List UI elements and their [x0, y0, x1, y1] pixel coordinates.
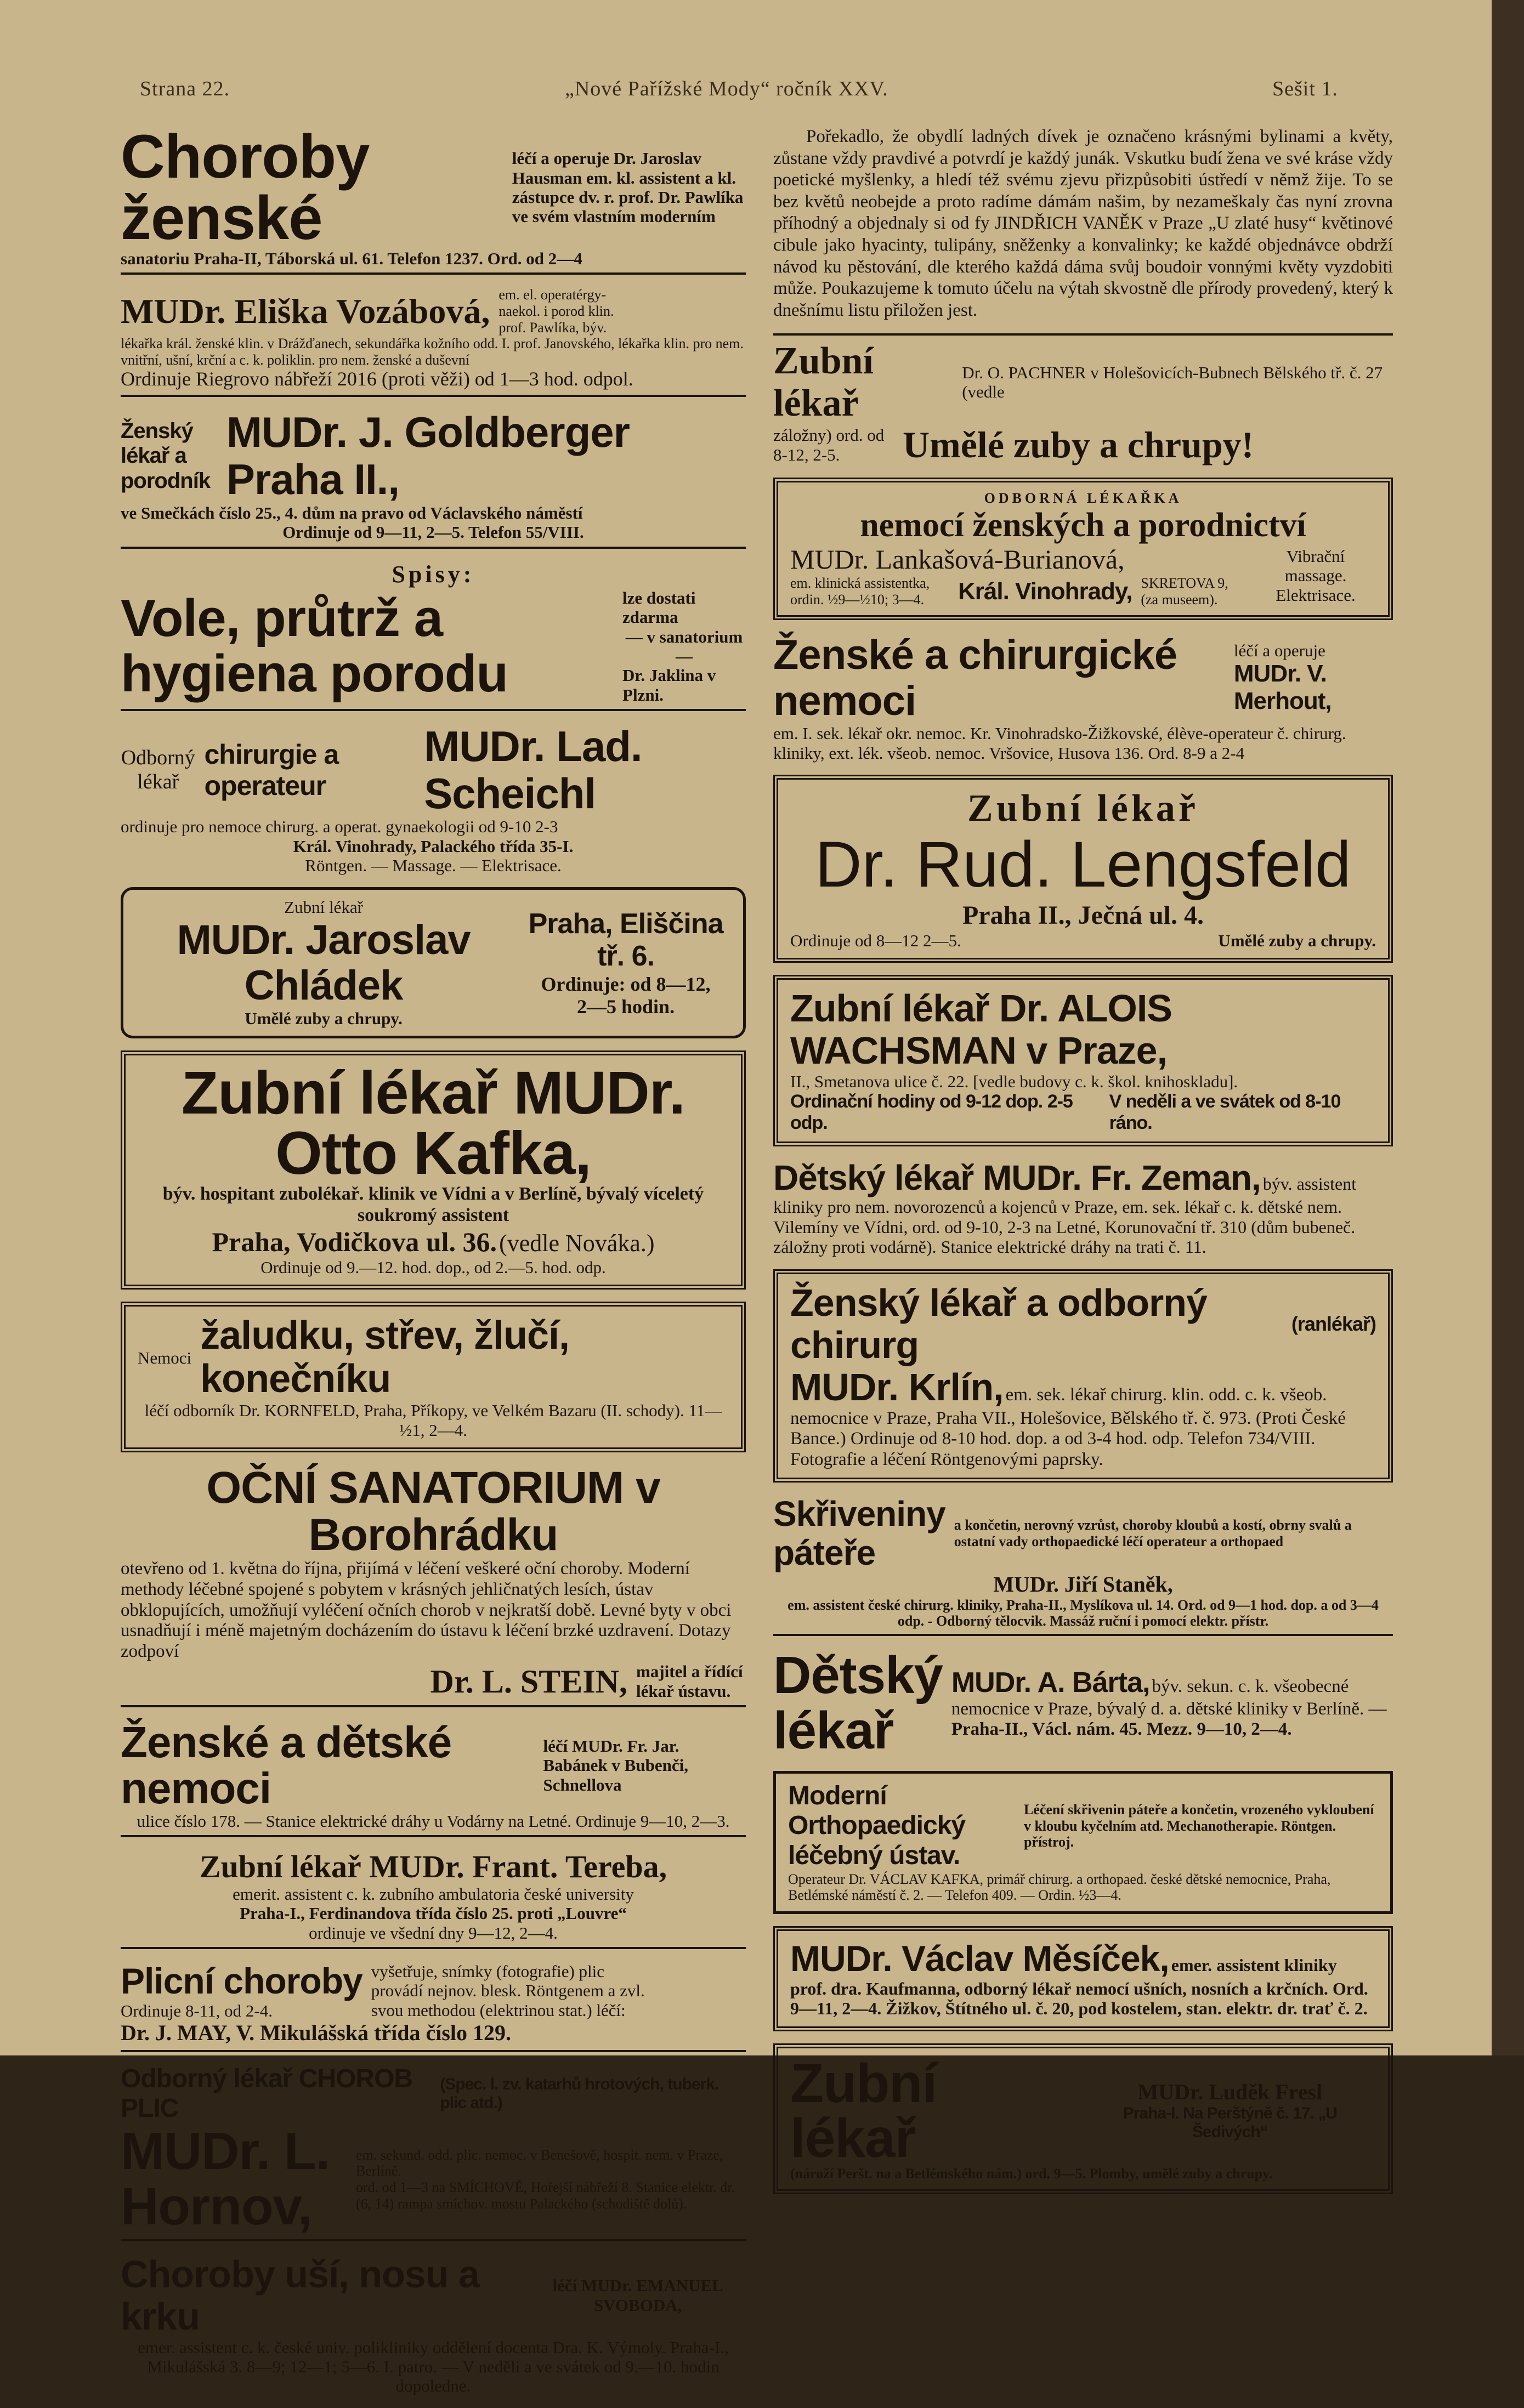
ad-headline: žaludku, střev, žlučí, konečníku	[200, 1314, 570, 1401]
ad-name: MUDr. Jaroslav Chládek	[177, 916, 471, 1009]
right-column	[773, 126, 1393, 2206]
ad-side-text: vyšetřuje, snímky (fotografie) plic provádí nejnov. blesk. Röntgenem a zvl. svou methodou (elektrinou stat.) léčí:	[371, 1962, 645, 2020]
ad-kafka	[121, 1050, 746, 1290]
ad-side-2: — v sanatorium —	[625, 627, 743, 666]
ad-text: záložny) ord. od 8-12, 2-5.	[773, 425, 885, 464]
ad-name: MUDr. J. Goldberger Praha II.,	[226, 408, 630, 504]
ad-text: léčí odborník Dr. KORNFELD, Praha, Příkopy, ve Velkém Bazaru (II. schody). 11—½1, 2—4.	[144, 1401, 722, 1440]
ad-text: lékařka král. ženské klin. v Drážďanech, sekundářka kožního odd. I. prof. Janovského, lékařka klin. pro nem. vnitřní, ušní, krční a c. k. poliklin. pro nem. ženské a duševní	[121, 336, 744, 368]
article-vanek: Pořekadlo, že obydlí ladných dívek je označeno krásnými bylinami a květy, zůstane vždy pravdivé a potvrdí je každý junák. Vskutku budí žena ve své kráse vždy poetické myšlenky, a hledí též svému zjevu přizpůsobiti ústředí v němž žije. To se bez květů neobejde a proto radíme dámám našim, by nezameškaly čas nyní zrovna příhodný a objednaly si od fy JINDŘICH VANĚK v Praze „U zlaté husy“ květinové cibule jako hyacinty, tulipány, sněženky a konvalinky; ke každé objednávce obdrží návod ku pěstování, dle kterého každá dáma svůj boudoir vonnými květy vyzdobiti může. Poukazujeme k tomuto účelu na výtah skvostně dle přírody provedený, který k dnešnímu listu přiložen jest.	[773, 127, 1393, 320]
ad-title: Zubní lékař	[967, 787, 1199, 830]
ad-subtitle: Umělé zuby a chrupy.	[245, 1008, 403, 1028]
ad-side-text: em. el. operatérgy-naekol. i porod klin. prof. Pawlíka, býv.	[498, 287, 614, 336]
ad-headline: Ženské a chirurgické nemoci	[773, 632, 1177, 724]
ad-svoboda	[121, 2253, 746, 2396]
ad-merhout	[773, 632, 1393, 763]
ad-kafka-vaclav	[773, 1771, 1393, 1914]
ad-title: Ženský lékař a porodník	[121, 418, 211, 493]
ad-headline: OČNÍ SANATORIUM v Borohrádku	[206, 1463, 660, 1560]
ad-mesicek	[773, 1926, 1393, 2031]
ad-side-text: majitel a řídící lékař ústavu.	[636, 1662, 743, 1701]
ad-text: léčí a operuje Dr. Jaroslav Hausman em. kl. assistent a kl. zástupce dv. r. prof. Dr. Pawlíka ve svém vlastním moderním	[512, 149, 744, 226]
ad-text: em. sek. lékař chirurg. klin. odd. c. k. všeob. nemocnice v Praze, Praha VII., Holešovice, Bělského tř. č. 973. (Proti České Bance.) Ordinuje od 8-10 hod. dop. a od 3-4 hod. odp. Telefon 734/VIII. Fotografie a léčení Röntgenovými paprsky.	[790, 1384, 1346, 1469]
ad-headline: Plicní choroby	[121, 1961, 362, 2002]
ad-text-1: emerit. assistent c. k. zubního ambulatoria české university	[233, 1884, 634, 1904]
ad-name: MUDr. Luděk Fresl	[1137, 2079, 1323, 2104]
ad-name: MUDr. Jiří Staněk,	[993, 1572, 1173, 1597]
ad-sunday-hours: V neděli a ve svátek od 8-10 ráno.	[1109, 1091, 1341, 1133]
ad-text: Operateur Dr. VÁCLAV KAFKA, primář chirurg. a orthopaed. české dětské nemocnice, Praha, Betlémské náměstí č. 2. — Telefon 409. — Ordin. ½3—4.	[788, 1871, 1331, 1904]
ad-hours: Ordinuje 8-11, od 2-4.	[121, 2001, 273, 2020]
ad-hours: Ordinuje od 9—11, 2—5. Telefon 55/VIII.	[282, 523, 584, 542]
ad-headline-2: (ranlékař)	[1291, 1313, 1376, 1335]
ad-title: Zubní lékař	[790, 2052, 937, 2169]
ad-text-2: ord. od 1—3 na SMÍCHOVĚ, Hořejší nábřeží 8. Stanice elektr. dr. (6, 14) rampa smíchov. mostu Palackého (schodiště dolů).	[355, 2179, 735, 2212]
ad-label: Spisy:	[392, 560, 475, 588]
ad-hours-1: Ordinuje: od 8—12,	[541, 973, 711, 995]
ad-address-note: (vedle Nováka.)	[499, 1229, 655, 1257]
ad-title: chirurgie a operateur	[204, 739, 339, 801]
left-column	[121, 122, 746, 2408]
ad-side-text: Dr. O. PACHNER v Holešovicích-Bubnech Bělského tř. č. 27 (vedle	[962, 363, 1383, 402]
ad-label: ODBORNÁ LÉKAŘKA	[984, 490, 1182, 507]
ad-address: ve Smečkách číslo 25., 4. dům na pravo od Václavského náměstí	[121, 503, 583, 523]
ad-headline: Skřiveniny páteře	[773, 1494, 945, 1572]
ad-babanek	[121, 1719, 746, 1837]
ad-name: MUDr. Eliška Vozábová,	[121, 291, 490, 331]
ad-address-2: SKRETOVA 9, (za museem).	[1141, 575, 1228, 607]
ad-text: býv. sekun. c. k. všeobecné nemocnice v Praze, bývalý d. a. dětské kliniky v Berlíně. —	[951, 1676, 1387, 1719]
ad-hausman	[121, 122, 746, 275]
ad-address: Praha-I. Na Perštýně č. 17. „U Šedivých“	[1123, 2104, 1337, 2142]
ad-text: emer. assistent kliniky prof. dra. Kaufmanna, odborný lékař nemocí ušních, nosních a krčních. Ord. 9—11, 2—4. Žižkov, Štítného ul. č. 20, pod kostelem, stan. elektr. dr. trať č. 2.	[790, 1955, 1368, 2019]
ad-text: em. I. sek. lékař okr. nemoc. Kr. Vinohradsko-Žižkovské, élève-operateur č. chirurg. kliniky, ext. lék. všeob. nemoc. Vršovice, Husova 136. Ord. 8-9 a 2-4	[773, 724, 1346, 763]
ad-address: Praha-II., Václ. nám. 45. Mezz. 9—10, 2—4.	[951, 1719, 1292, 1740]
ad-tereba	[121, 1849, 746, 1949]
ad-address: Král. Vinohrady,	[958, 577, 1132, 605]
ad-text-1: em. sekund. odd. plic. nemoc. v Benešově, hospit. nem. v Praze, Berlíně.	[355, 2146, 723, 2179]
ad-address: Praha-I., Ferdinandova třída číslo 25. proti „Louvre“	[240, 1904, 627, 1923]
ad-side-text: léčí MUDr. EMANUEL SVOBODA,	[552, 2276, 723, 2315]
ad-title-2: (Spec. l. zv. katarhů hrotových, tuberk. plic atd.)	[440, 2075, 719, 2112]
magazine-title: „Nové Pařížské Mody“ ročník XXV.	[565, 77, 888, 100]
ad-side-1: lze dostati zdarma	[622, 588, 696, 627]
ad-slogan: Umělé zuby a chrupy!	[903, 424, 1254, 466]
ad-zeman	[773, 1158, 1393, 1257]
ad-address: sanatoriu Praha-II, Táborská ul. 61. Telefon 1237. Ord. od 2—4	[121, 249, 582, 268]
ad-chladek	[121, 887, 746, 1038]
ad-text: em. assistent české chirurg. kliniky, Praha-II., Myslíkova ul. 14. Ord. od 9—1 hod. dop. a od 3—4 odp. - Odborný tělocvik. Massáž ruční i pomocí elektr. přístr.	[788, 1597, 1379, 1629]
ad-pre: Odborný lékař	[121, 746, 195, 793]
ad-subtitle: Umělé zuby a chrupy.	[1218, 930, 1376, 950]
ad-goldberger	[121, 409, 746, 548]
ad-side-text: a končetin, nerovný vzrůst, choroby kloubů a kostí, obrny svalů a ostatní vady orthopaedické léčí operateur a orthopaed	[954, 1517, 1352, 1549]
ad-vozabova	[121, 287, 746, 397]
ad-address: Praha, Eliščina tř. 6.	[528, 908, 723, 973]
ad-jaklin	[121, 561, 746, 711]
ad-name: MUDr. Lad. Scheichl	[424, 722, 642, 817]
ad-headline: Ženský lékař a odborný chirurg	[790, 1281, 1207, 1366]
ad-scheichl	[121, 723, 746, 876]
ad-name: Dr. Rud. Lengsfeld	[815, 828, 1351, 901]
ad-side-text: Léčení skřivenin páteře a končetin, vrozeného vykloubení v kloubu kyčelním atd. Mechanotherapie. Röntgen. přístroj.	[1023, 1802, 1374, 1850]
ad-text: ulice číslo 178. — Stanice elektrické dráhy u Vodárny na Letné. Ordinuje 9—10, 2—3.	[137, 1811, 730, 1831]
ad-krlin	[773, 1269, 1393, 1483]
ad-text: emer. assistent c. k. české univ. polikliniky oddělení docenta Dra. K. Výmoly. Praha-I., Mikulášská 3. 8—9; 12—1; 5—6. I. patro. — V neděli a ve svátek od 9.—10. hodin dopoledne.	[138, 2337, 729, 2396]
ad-small: em. klinická assistentka, ordin. ½9—½10; 3—4.	[790, 575, 930, 607]
ad-hours: Ordinuje Riegrovo nábřeží 2016 (proti věži) od 1—3 hod. odpol.	[121, 368, 633, 390]
ad-side-text: léčí MUDr. Fr. Jar. Babánek v Bubenči, Schnellova	[543, 1736, 688, 1794]
ad-text: býv. hospitant zubolékař. klinik ve Vídni a v Berlíně, bývalý víceletý soukromý assistent	[162, 1184, 704, 1226]
ad-text: otevřeno od 1. května do října, přijímá v léčení veškeré oční choroby. Moderní methody léčebné spojené s pobytem v krásných jehličnatých lesích, ústav obklopujících, umožňují vyléčení očních chorob v nejkratší době. Levné byty v obci usnadňují i méně majetným docházením do ústavu k léčení brzké uzdravení. Dotazy zodpoví	[121, 1559, 732, 1661]
ad-name: MUDr. Lankašová-Burianová,	[790, 543, 1125, 575]
issue-number: Sešit 1.	[1272, 77, 1338, 100]
ad-stein	[121, 1464, 746, 1707]
ad-title: Zubní lékař	[773, 340, 874, 425]
ad-text: ordinuje pro nemoce chirurg. a operat. gynaekologii od 9-10 2-3	[121, 817, 558, 837]
ad-hours-2: 2—5 hodin.	[577, 995, 675, 1018]
ad-barta	[773, 1645, 1393, 1760]
ad-title: Zubní lékař	[284, 898, 363, 917]
ad-headline: MUDr. Václav Měsíček,	[790, 1938, 1169, 1979]
ad-headline: Dětský lékař MUDr. Fr. Zeman,	[773, 1157, 1261, 1197]
ad-wachsman	[773, 975, 1393, 1146]
ad-headline: Dětský lékař	[773, 1645, 943, 1760]
ad-kornfeld	[121, 1302, 746, 1452]
page-number: Strana 22.	[140, 77, 230, 100]
ad-headline: Choroby ženské	[121, 122, 370, 252]
ad-text: II., Smetanova ulice č. 22. [vedle budovy c. k. škol. knihoskladu].	[790, 1071, 1238, 1091]
ad-stanek	[773, 1495, 1393, 1636]
ad-hornov	[121, 2064, 746, 2241]
ad-address: Praha II., Ječná ul. 4.	[962, 900, 1204, 930]
ad-address: Praha, Vodičkova ul. 36.	[212, 1226, 497, 1257]
ad-hours: Ordinuje od 9.—12. hod. dop., od 2.—5. hod. odp.	[260, 1257, 606, 1277]
page-edge	[1492, 0, 1524, 2055]
ad-headline: Zubní lékař Dr. ALOIS WACHSMAN v Praze,	[790, 986, 1172, 1072]
ad-name: Dr. L. STEIN,	[430, 1663, 627, 1700]
ad-lengsfeld	[773, 775, 1393, 963]
ad-name: MUDr. Krlín,	[790, 1365, 1004, 1409]
ad-text: (nároží Peršt. na a Betlémského nám.) ord. 9—5. Plomby, umělé zuby a chrupy.	[790, 2165, 1273, 2182]
ad-pre: Nemoci	[138, 1348, 192, 1367]
ad-fresl	[773, 2043, 1393, 2195]
ad-name: MUDr. L. Hornov,	[121, 2122, 330, 2236]
ad-headline: Vole, průtrž a hygiena porodu	[121, 589, 508, 703]
ad-text: býv. assistent kliniky pro nem. novorozenců a kojenců v Praze, em. sek. lékař c. k. dětské nem. Vilemíny ve Vídni, ord. od 9-10, 2-3 na Letné, Korunovační tř. 310 (dům bubeneč. záložny proti vodárně). Stanice elektrické dráhy na trati č. 11.	[773, 1173, 1357, 1257]
ad-hours: Ordinuje od 8—12 2—5.	[790, 930, 961, 950]
ad-name: MUDr. A. Bárta,	[951, 1666, 1150, 1699]
ad-title: Odborný lékař CHOROB PLIC	[121, 2064, 413, 2123]
ad-address: Král. Vinohrady, Palackého třída 35-I.	[293, 836, 574, 856]
ad-services: Röntgen. — Massage. — Elektrisace.	[305, 856, 562, 876]
ad-hours: ordinuje ve všední dny 9—12, 2—4.	[309, 1923, 558, 1943]
ad-headline: Ženské a dětské nemoci	[121, 1718, 452, 1813]
ad-pachner	[773, 340, 1393, 465]
ad-lankasova	[773, 478, 1393, 620]
ad-headline: Choroby uší, nosu a krku	[121, 2252, 479, 2338]
ad-name: MUDr. V. Merhout,	[1233, 660, 1332, 715]
ad-headline: Zubní lékař MUDr. Frant. Tereba,	[199, 1849, 667, 1885]
ad-headline: Zubní lékař MUDr. Otto Kafka,	[181, 1059, 685, 1188]
ad-side-text: Vibrační massage. Elektrisace.	[1276, 547, 1356, 605]
ad-may	[121, 1961, 746, 2052]
ad-headline: nemocí ženských a porodnictví	[860, 506, 1306, 544]
ad-side-text: léčí a operuje	[1233, 640, 1325, 660]
ad-hours: Ordinační hodiny od 9-12 dop. 2-5 odp.	[790, 1091, 1073, 1133]
ad-headline: Moderní Orthopaedický léčebný ústav.	[788, 1781, 966, 1870]
ad-side-3: Dr. Jaklina v Plzni.	[622, 666, 716, 705]
ad-name: Dr. J. MAY, V. Mikulášská třída číslo 129.	[121, 2020, 511, 2046]
